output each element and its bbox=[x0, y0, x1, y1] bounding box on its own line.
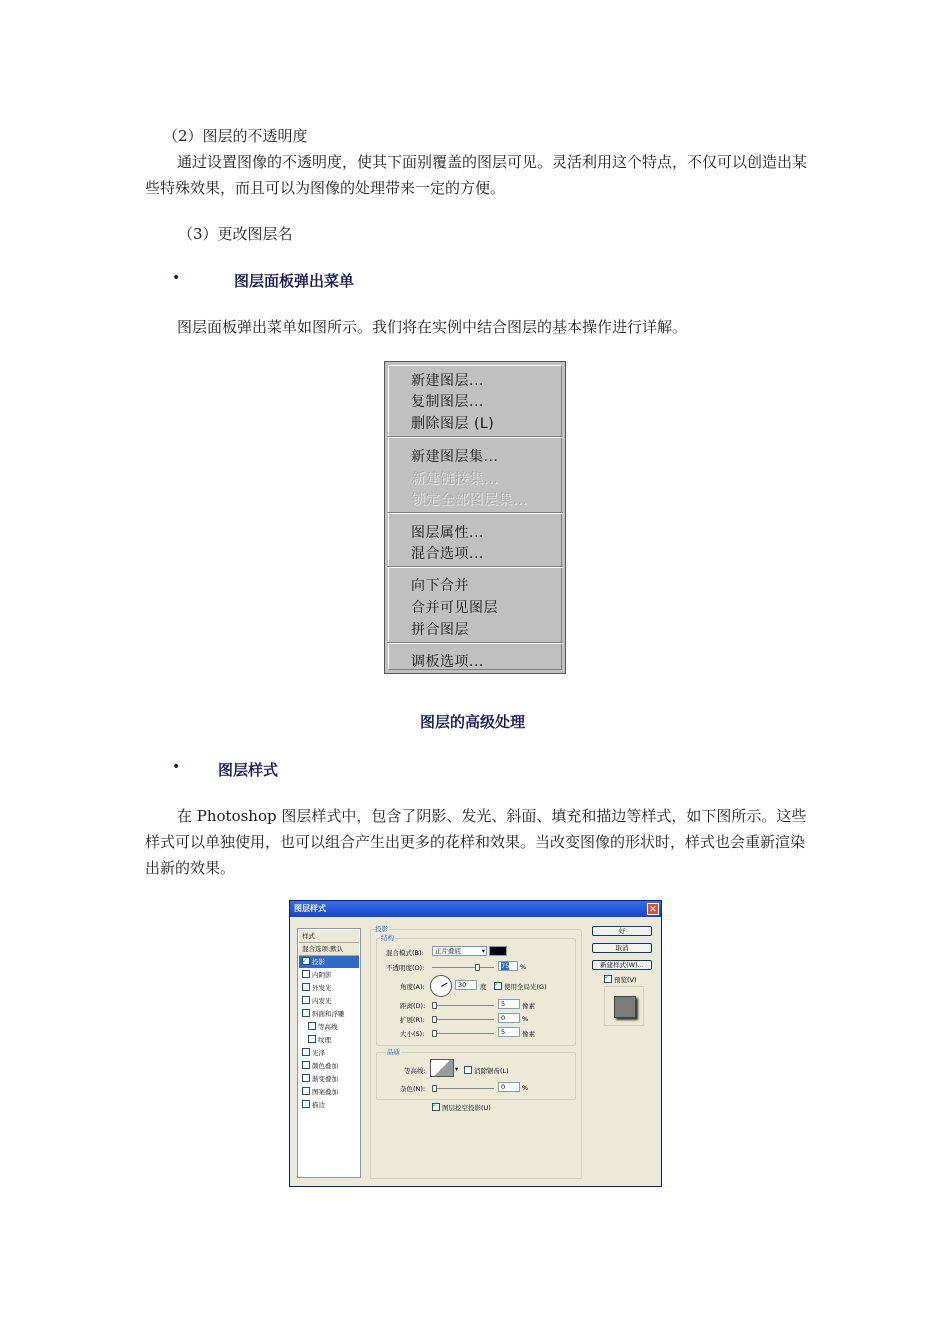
global-light-checkbox[interactable]: ✓ 使用全局光(G) bbox=[494, 982, 547, 991]
new-style-button[interactable]: 新建样式(W)... bbox=[592, 960, 652, 970]
menu-item-merge-visible[interactable]: 合并可见图层 bbox=[411, 600, 498, 616]
menu-item-new-layer-set[interactable]: 新建图层集... bbox=[411, 449, 499, 465]
checkbox-icon[interactable] bbox=[302, 1100, 310, 1108]
style-item-inner-shadow[interactable]: 内阴影 bbox=[299, 969, 359, 981]
style-preview bbox=[604, 986, 644, 1026]
menu-item-flatten-image[interactable]: 拼合图层 bbox=[411, 622, 469, 638]
size-label: 大小(S): bbox=[400, 1030, 425, 1038]
cancel-button[interactable]: 取消 bbox=[592, 943, 652, 953]
noise-label: 杂色(N): bbox=[400, 1085, 426, 1093]
angle-label: 角度(A): bbox=[400, 983, 425, 991]
size-unit: 像素 bbox=[522, 1030, 535, 1038]
checkbox-icon[interactable] bbox=[464, 1066, 472, 1074]
drop-shadow-group-title: 投影 bbox=[375, 925, 388, 933]
menu-separator bbox=[387, 566, 563, 568]
layer-style-paragraph: 在 Photoshop 图层样式中，包含了阴影、发光、斜面、填充和描边等样式，如下图所示。这些样式可以单独使用，也可以组合产生出更多的花样和效果。当改变图像的形状时，样式也会重新渲染出新的效果。 bbox=[145, 807, 807, 877]
layer-style-dialog-figure bbox=[289, 900, 662, 1187]
checkbox-icon[interactable] bbox=[302, 1074, 310, 1082]
checkbox-icon[interactable] bbox=[302, 1009, 310, 1017]
blend-mode-select[interactable] bbox=[432, 946, 487, 956]
checkbox-icon[interactable] bbox=[308, 1022, 316, 1030]
menu-item-new-linked-set: 新建链接集... bbox=[411, 471, 499, 487]
style-item-pattern-overlay[interactable]: 图案叠加 bbox=[299, 1086, 359, 1098]
bullet-icon: • bbox=[172, 270, 181, 286]
checkbox-icon[interactable] bbox=[302, 1087, 310, 1095]
noise-slider[interactable] bbox=[432, 1088, 494, 1089]
checkbox-icon[interactable] bbox=[302, 1048, 310, 1056]
rename-heading: （3）更改图层名 bbox=[178, 225, 293, 243]
menu-item-delete-layer[interactable]: 删除图层 (L) bbox=[411, 416, 495, 432]
menu-item-blending-options[interactable]: 混合选项... bbox=[411, 546, 484, 562]
distance-unit: 像素 bbox=[522, 1002, 535, 1010]
style-item-gradient-overlay[interactable]: 渐变叠加 bbox=[299, 1073, 359, 1085]
chevron-down-icon[interactable]: ▾ bbox=[455, 1065, 459, 1073]
layer-style-heading: 图层样式 bbox=[218, 761, 279, 779]
preview-swatch bbox=[614, 996, 636, 1018]
angle-input[interactable]: 30 bbox=[455, 980, 477, 990]
size-slider-thumb[interactable] bbox=[432, 1030, 437, 1037]
antialias-checkbox[interactable]: 消除锯齿(L) bbox=[464, 1066, 509, 1075]
preview-checkbox[interactable]: ✓预览(V) bbox=[604, 975, 637, 984]
angle-unit: 度 bbox=[480, 983, 487, 991]
opacity-heading: （2）图层的不透明度 bbox=[163, 127, 308, 145]
checkbox-icon[interactable] bbox=[604, 975, 612, 983]
noise-unit: % bbox=[522, 1084, 529, 1092]
checkbox-icon[interactable] bbox=[302, 996, 310, 1004]
style-item-contour[interactable]: 等高线 bbox=[299, 1021, 359, 1033]
chevron-down-icon: ▾ bbox=[481, 947, 485, 955]
noise-input[interactable]: 0 bbox=[498, 1082, 520, 1092]
spread-input[interactable]: 0 bbox=[498, 1013, 520, 1023]
knockout-checkbox[interactable]: ✓图层挖空投影(U) bbox=[432, 1103, 491, 1112]
blend-mode-value: 正片叠底 bbox=[435, 947, 461, 955]
menu-separator bbox=[387, 436, 563, 438]
spread-unit: % bbox=[522, 1015, 529, 1023]
checkbox-icon[interactable] bbox=[302, 983, 310, 991]
layers-popup-menu-figure bbox=[384, 361, 566, 674]
noise-slider-thumb[interactable] bbox=[432, 1085, 437, 1092]
style-item-bevel-emboss[interactable]: 斜面和浮雕 bbox=[299, 1008, 359, 1020]
opacity-slider[interactable] bbox=[432, 967, 494, 968]
style-item-drop-shadow[interactable]: ✓投影 bbox=[299, 956, 359, 968]
spread-slider[interactable] bbox=[432, 1019, 494, 1020]
blending-options-default[interactable]: 混合选项:默认 bbox=[299, 943, 359, 956]
close-icon[interactable]: ✕ bbox=[647, 903, 659, 915]
menu-item-layer-properties[interactable]: 图层属性... bbox=[411, 525, 484, 541]
spread-label: 扩展(R): bbox=[400, 1016, 425, 1024]
checkbox-icon[interactable] bbox=[494, 982, 502, 990]
size-input[interactable]: 5 bbox=[498, 1027, 520, 1037]
quality-group-title: 品质 bbox=[387, 1048, 400, 1056]
opacity-unit: % bbox=[520, 963, 527, 971]
blend-mode-label: 混合模式(B): bbox=[386, 949, 424, 957]
style-item-texture[interactable]: 纹理 bbox=[299, 1034, 359, 1046]
popup-menu-heading: 图层面板弹出菜单 bbox=[234, 272, 355, 290]
menu-separator bbox=[387, 642, 563, 644]
distance-input[interactable]: 5 bbox=[498, 999, 520, 1009]
popup-menu-paragraph: 图层面板弹出菜单如图所示。我们将在实例中结合图层的基本操作进行详解。 bbox=[177, 318, 688, 336]
styles-header[interactable]: 样式 bbox=[299, 930, 359, 943]
angle-dial[interactable] bbox=[430, 975, 452, 997]
ok-button[interactable]: 好 bbox=[592, 926, 652, 936]
checkbox-icon[interactable] bbox=[302, 1061, 310, 1069]
advanced-heading: 图层的高级处理 bbox=[420, 713, 526, 731]
menu-item-duplicate-layer[interactable]: 复制图层... bbox=[411, 394, 484, 410]
distance-slider[interactable] bbox=[432, 1005, 494, 1006]
dialog-title: 图层样式 bbox=[290, 901, 661, 917]
bullet-icon: • bbox=[172, 759, 181, 775]
style-item-outer-glow[interactable]: 外发光 bbox=[299, 982, 359, 994]
opacity-input[interactable]: 75 bbox=[498, 961, 518, 971]
checkbox-icon[interactable] bbox=[302, 970, 310, 978]
spread-slider-thumb[interactable] bbox=[432, 1016, 437, 1023]
menu-item-palette-options[interactable]: 调板选项... bbox=[411, 654, 484, 670]
shadow-color-swatch[interactable] bbox=[489, 946, 507, 956]
menu-item-merge-down[interactable]: 向下合并 bbox=[411, 578, 469, 594]
menu-separator bbox=[387, 512, 563, 514]
style-item-stroke[interactable]: 描边 bbox=[299, 1099, 359, 1111]
style-item-satin[interactable]: 光泽 bbox=[299, 1047, 359, 1059]
checkbox-icon[interactable] bbox=[432, 1103, 440, 1111]
checkbox-icon[interactable] bbox=[302, 957, 310, 965]
distance-slider-thumb[interactable] bbox=[432, 1002, 437, 1009]
style-item-inner-glow[interactable]: 内发光 bbox=[299, 995, 359, 1007]
checkbox-icon[interactable] bbox=[308, 1035, 316, 1043]
menu-item-lock-all-layer-sets: 锁定全部图层集... bbox=[411, 492, 528, 508]
contour-label: 等高线: bbox=[404, 1067, 426, 1075]
opacity-slider-thumb[interactable] bbox=[475, 964, 480, 971]
opacity-label: 不透明度(O): bbox=[386, 964, 425, 972]
distance-label: 距离(D): bbox=[400, 1002, 426, 1010]
menu-item-new-layer[interactable]: 新建图层... bbox=[411, 373, 484, 389]
structure-group-title: 结构 bbox=[381, 934, 394, 942]
styles-list bbox=[297, 928, 361, 1178]
size-slider[interactable] bbox=[432, 1033, 494, 1034]
style-item-color-overlay[interactable]: 颜色叠加 bbox=[299, 1060, 359, 1072]
contour-picker[interactable] bbox=[430, 1059, 454, 1077]
opacity-paragraph: 通过设置图像的不透明度，使其下面别覆盖的图层可见。灵活利用这个特点，不仅可以创造出某些特殊效果，而且可以为图像的处理带来一定的方便。 bbox=[145, 153, 808, 197]
